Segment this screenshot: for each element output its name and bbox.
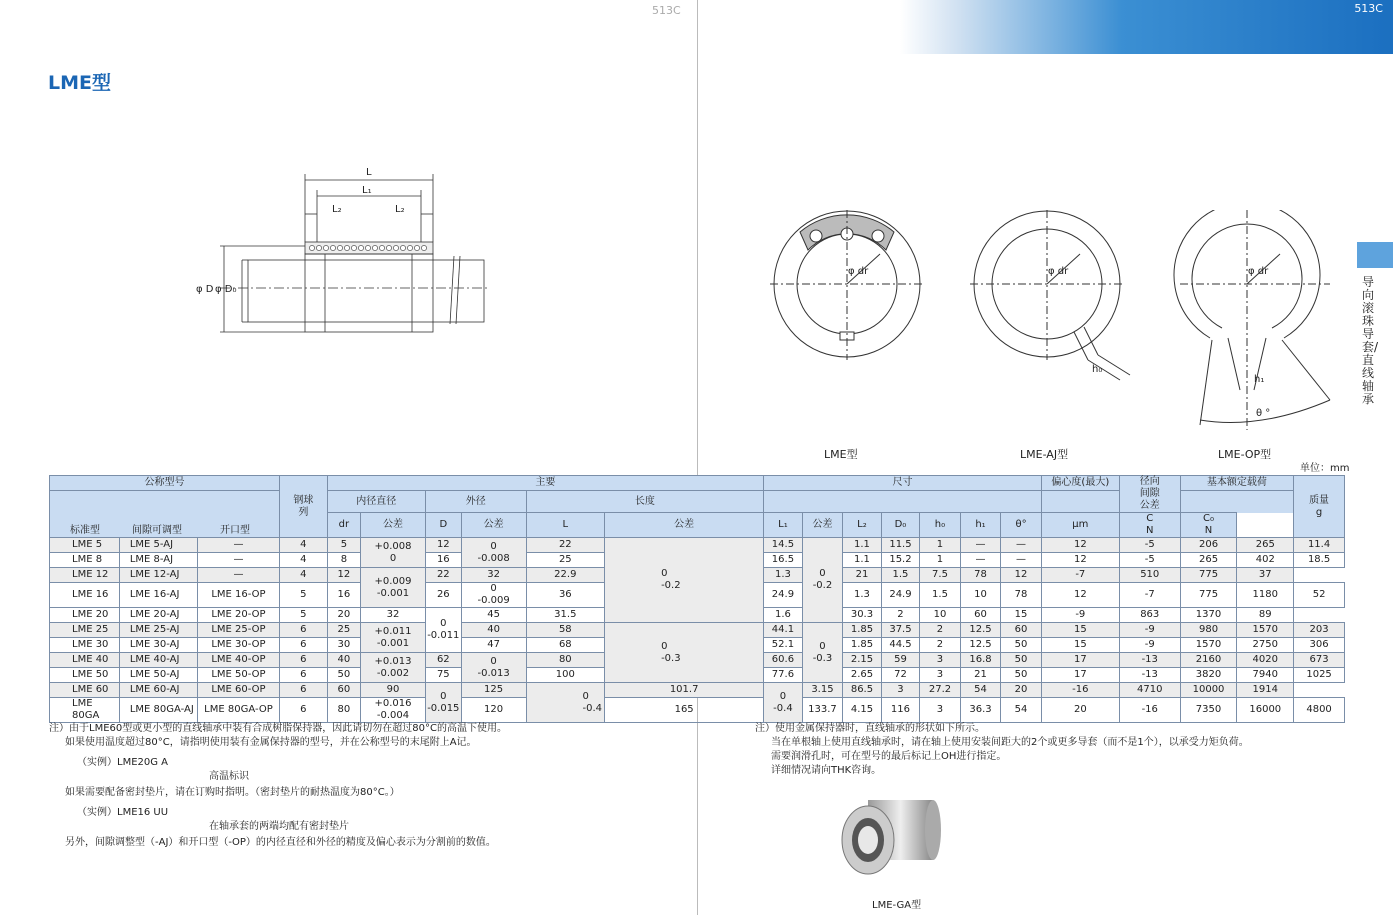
cell-L: 68 bbox=[526, 638, 605, 653]
cell-col-11: 10 bbox=[920, 608, 961, 623]
cell-col-8: 3.15 bbox=[802, 683, 843, 698]
cell-tol-D: 0 -0.009 bbox=[461, 583, 526, 608]
cell-tol-dr: +0.011 -0.001 bbox=[361, 623, 426, 653]
label-dr-aj: φ dr bbox=[1048, 266, 1069, 277]
cell-col-9: 116 bbox=[881, 698, 920, 723]
cell-col-13: 17 bbox=[1041, 668, 1119, 683]
cell-L: 45 bbox=[461, 608, 526, 623]
cell-L1: 44.1 bbox=[764, 623, 803, 638]
cell-aj: LME 12-AJ bbox=[119, 568, 197, 583]
cell-balls: 6 bbox=[280, 698, 328, 723]
cell-col-15: 863 bbox=[1119, 608, 1180, 623]
cell-col-9: 59 bbox=[881, 653, 920, 668]
cell-col-12: 54 bbox=[1001, 698, 1042, 723]
cell-aj: LME 40-AJ bbox=[119, 653, 197, 668]
cell-balls: 4 bbox=[280, 538, 328, 553]
cell-L1: 77.6 bbox=[764, 668, 803, 683]
col-header-L: L bbox=[526, 513, 605, 538]
cell-col-17: 673 bbox=[1294, 653, 1345, 668]
label-dr-lme: φ dr bbox=[848, 266, 869, 277]
cell-balls: 4 bbox=[280, 553, 328, 568]
cell-col-14: -16 bbox=[1041, 683, 1119, 698]
cell-col-15: 3820 bbox=[1180, 668, 1237, 683]
cell-col-11: 21 bbox=[960, 668, 1001, 683]
cell-col-13: 15 bbox=[1001, 608, 1042, 623]
cell-col-12: — bbox=[1001, 553, 1042, 568]
cell-col-8: 1.85 bbox=[843, 623, 882, 638]
cell-tol-dr: +0.008 0 bbox=[361, 538, 426, 568]
hdr-dims-blank bbox=[764, 491, 1042, 513]
cell-aj: LME 80GA-AJ bbox=[119, 698, 197, 723]
cell-D: 16 bbox=[425, 553, 461, 568]
cell-dr: 5 bbox=[327, 538, 360, 553]
cell-col-13: 12 bbox=[1041, 583, 1119, 608]
cell-balls: 4 bbox=[280, 568, 328, 583]
note-line: 当在单根轴上使用直线轴承时，请在轴上使用安装间距大的2个或更多导套（而不是1个），以承受力矩负荷。 bbox=[771, 737, 1249, 748]
cell-dr: 16 bbox=[327, 583, 360, 608]
cell-std: LME 5 bbox=[50, 538, 120, 553]
cell-balls: 5 bbox=[280, 583, 328, 608]
cell-dr: 12 bbox=[327, 568, 360, 583]
cell-aj: LME 60-AJ bbox=[119, 683, 197, 698]
cell-col-17: 203 bbox=[1294, 623, 1345, 638]
cell-L: 32 bbox=[461, 568, 526, 583]
cell-dr: 80 bbox=[327, 698, 360, 723]
section-tab bbox=[1357, 242, 1393, 268]
cell-col-12: 54 bbox=[960, 683, 1001, 698]
cell-L1: 31.5 bbox=[526, 608, 605, 623]
col-header-ecc-unit: μm bbox=[1041, 513, 1119, 538]
cell-col-8: 1.1 bbox=[843, 538, 882, 553]
cell-tol-L: 0 -0.2 bbox=[605, 538, 764, 623]
cell-col-17: 1025 bbox=[1294, 668, 1345, 683]
cell-col-16: 402 bbox=[1237, 553, 1294, 568]
cell-balls: 6 bbox=[280, 683, 328, 698]
cell-col-13: 20 bbox=[1001, 683, 1042, 698]
note-line: 注）使用金属保持器时，直线轴承的形状如下所示。 bbox=[755, 723, 985, 734]
table-row bbox=[50, 698, 1345, 723]
lme-ga-product-image bbox=[838, 790, 948, 890]
cell-L: 125 bbox=[461, 683, 526, 698]
cell-col-14: -9 bbox=[1041, 608, 1119, 623]
cell-tol-dr: +0.009 -0.001 bbox=[361, 568, 426, 608]
model-col-headers bbox=[50, 491, 280, 538]
cell-tol-D: 0 -0.015 bbox=[425, 683, 461, 723]
cell-op: — bbox=[197, 538, 279, 553]
cell-std: LME 20 bbox=[50, 608, 120, 623]
cell-op: LME 16-OP bbox=[197, 583, 279, 608]
cell-col-16: 1180 bbox=[1237, 583, 1294, 608]
dim-phiD0: φ D₀ bbox=[215, 284, 237, 295]
cell-D: 120 bbox=[461, 698, 526, 723]
cell-col-10: 1.5 bbox=[881, 568, 920, 583]
cell-col-17: 37 bbox=[1237, 568, 1294, 583]
cell-col-14: -5 bbox=[1119, 538, 1180, 553]
cell-D: 62 bbox=[425, 653, 461, 668]
cell-op: LME 25-OP bbox=[197, 623, 279, 638]
label-h1: h₁ bbox=[1254, 374, 1265, 385]
hdr-ecc-blank bbox=[1041, 491, 1119, 513]
hdr-main: 主要 bbox=[327, 476, 764, 491]
page-number-right: 513C bbox=[1354, 2, 1383, 15]
cell-col-12: 78 bbox=[960, 568, 1001, 583]
cell-L: 25 bbox=[526, 553, 605, 568]
cell-col-14: -13 bbox=[1119, 653, 1180, 668]
cell-L: 165 bbox=[605, 698, 764, 723]
spec-table-body bbox=[50, 538, 1345, 723]
cell-op: LME 50-OP bbox=[197, 668, 279, 683]
cell-col-13: 12 bbox=[1001, 568, 1042, 583]
cell-col-16: 775 bbox=[1180, 568, 1237, 583]
cell-L1: 16.5 bbox=[764, 553, 803, 568]
cell-dr: 8 bbox=[327, 553, 360, 568]
cell-col-10: 1 bbox=[920, 553, 961, 568]
cell-col-16: 2750 bbox=[1237, 638, 1294, 653]
cell-col-15: 510 bbox=[1119, 568, 1180, 583]
cell-col-16: 1370 bbox=[1180, 608, 1237, 623]
cell-col-13: 20 bbox=[1041, 698, 1119, 723]
col-header-tol-D: 公差 bbox=[461, 513, 526, 538]
cell-col-15: 7350 bbox=[1180, 698, 1237, 723]
caption-lme-op: LME-OP型 bbox=[1218, 448, 1272, 461]
caption-lme: LME型 bbox=[824, 448, 858, 461]
cell-col-10: 1 bbox=[920, 538, 961, 553]
cell-dr: 30 bbox=[327, 638, 360, 653]
cell-col-14: -5 bbox=[1119, 553, 1180, 568]
cell-std: LME 16 bbox=[50, 583, 120, 608]
cell-col-15: 4710 bbox=[1119, 683, 1180, 698]
cell-col-9: 72 bbox=[881, 668, 920, 683]
cell-col-14: -7 bbox=[1119, 583, 1180, 608]
cell-col-15: 265 bbox=[1180, 553, 1237, 568]
note-example-label: 在轴承套的两端均配有密封垫片 bbox=[209, 821, 349, 832]
cell-std: LME 80GA bbox=[50, 698, 120, 723]
cell-col-12: 60 bbox=[960, 608, 1001, 623]
col-header-op: 开口型 bbox=[220, 525, 250, 536]
cell-col-10: 1.5 bbox=[920, 583, 961, 608]
label-h0: h₀ bbox=[1092, 364, 1103, 375]
label-theta: θ ° bbox=[1256, 408, 1271, 419]
cell-col-9: 15.2 bbox=[881, 553, 920, 568]
col-header-tol-dr: 公差 bbox=[361, 513, 426, 538]
cell-col-12: 50 bbox=[1001, 638, 1042, 653]
cell-std: LME 12 bbox=[50, 568, 120, 583]
cross-section-drawings bbox=[770, 210, 1350, 435]
cell-col-12: 50 bbox=[1001, 653, 1042, 668]
hdr-ecc: 偏心度(最大) bbox=[1041, 476, 1119, 491]
cell-dr: 25 bbox=[327, 623, 360, 638]
note-line: 另外，间隙调整型（-AJ）和开口型（-OP）的内径直径和外径的精度及偏心表示为分割前的数值。 bbox=[65, 837, 496, 848]
cell-col-14: -7 bbox=[1041, 568, 1119, 583]
spec-table bbox=[49, 475, 1345, 723]
col-header-C0: C₀ N bbox=[1180, 513, 1237, 538]
col-header-L1: L₁ bbox=[764, 513, 803, 538]
cell-D: 12 bbox=[425, 538, 461, 553]
cell-L1: 133.7 bbox=[802, 698, 843, 723]
col-header-D: D bbox=[425, 513, 461, 538]
cell-L1: 24.9 bbox=[764, 583, 803, 608]
cell-col-16: 10000 bbox=[1180, 683, 1237, 698]
cell-tol-dr: +0.013 -0.002 bbox=[361, 653, 426, 683]
cell-col-16: 7940 bbox=[1237, 668, 1294, 683]
cell-tol-D: 0 -0.013 bbox=[461, 653, 526, 683]
col-header-h0: h₀ bbox=[920, 513, 961, 538]
page-fold bbox=[697, 0, 698, 915]
note-line: 注）由于LME60型或更小型的直线轴承中装有合成树脂保持器，因此请切勿在超过80°C的高温下使用。 bbox=[49, 723, 507, 734]
cell-tol-L1: 0 -0.3 bbox=[802, 623, 843, 683]
cell-op: LME 60-OP bbox=[197, 683, 279, 698]
cell-col-14: -13 bbox=[1119, 668, 1180, 683]
cell-col-17: 1914 bbox=[1237, 683, 1294, 698]
unit-label: 单位：mm bbox=[1300, 463, 1350, 474]
cell-L1: 52.1 bbox=[764, 638, 803, 653]
cell-col-17: 306 bbox=[1294, 638, 1345, 653]
col-header-aj: 间隙可调型 bbox=[132, 525, 182, 536]
cell-aj: LME 25-AJ bbox=[119, 623, 197, 638]
cell-col-14: -9 bbox=[1119, 623, 1180, 638]
cell-op: — bbox=[197, 553, 279, 568]
cell-col-15: 206 bbox=[1180, 538, 1237, 553]
cell-col-11: 12.5 bbox=[960, 638, 1001, 653]
cell-col-10: 3 bbox=[881, 683, 920, 698]
col-header-tol-L: 公差 bbox=[605, 513, 764, 538]
cell-L: 58 bbox=[526, 623, 605, 638]
cell-tol-L1: 0 -0.4 bbox=[764, 683, 803, 723]
cell-col-10: 3 bbox=[920, 698, 961, 723]
note-line: 如果使用温度超过80°C，请指明使用装有金属保持器的型号，并在公称型号的末尾附上A记。 bbox=[65, 737, 477, 748]
cell-col-13: 12 bbox=[1041, 553, 1119, 568]
note-example-label: 高温标识 bbox=[209, 771, 249, 782]
cell-balls: 5 bbox=[280, 608, 328, 623]
cell-col-12: 78 bbox=[1001, 583, 1042, 608]
cell-col-14: -16 bbox=[1119, 698, 1180, 723]
cell-op: — bbox=[197, 568, 279, 583]
hdr-clear: 径向 间隙 公差 bbox=[1119, 476, 1180, 513]
cell-std: LME 50 bbox=[50, 668, 120, 683]
cell-col-15: 2160 bbox=[1180, 653, 1237, 668]
cell-col-9: 24.9 bbox=[881, 583, 920, 608]
cell-col-12: 60 bbox=[1001, 623, 1042, 638]
cell-dr: 20 bbox=[327, 608, 360, 623]
col-header-tol-L1: 公差 bbox=[802, 513, 843, 538]
cell-balls: 6 bbox=[280, 668, 328, 683]
cell-col-15: 1570 bbox=[1180, 638, 1237, 653]
cell-aj: LME 16-AJ bbox=[119, 583, 197, 608]
cell-L1: 60.6 bbox=[764, 653, 803, 668]
hdr-inner: 内径直径 bbox=[327, 491, 425, 513]
cell-col-16: 265 bbox=[1237, 538, 1294, 553]
col-header-D0: D₀ bbox=[881, 513, 920, 538]
cell-op: LME 30-OP bbox=[197, 638, 279, 653]
hdr-mass: 质量 g bbox=[1294, 476, 1345, 538]
cell-D: 47 bbox=[461, 638, 526, 653]
cell-aj: LME 8-AJ bbox=[119, 553, 197, 568]
cell-col-17: 18.5 bbox=[1294, 553, 1345, 568]
hdr-balls: 钢球 列 bbox=[280, 476, 328, 538]
col-header-h1: h₁ bbox=[960, 513, 1001, 538]
cell-D: 26 bbox=[425, 583, 461, 608]
note-example: （实例）LME20G A bbox=[77, 757, 169, 768]
cell-op: LME 80GA-OP bbox=[197, 698, 279, 723]
cell-col-16: 4020 bbox=[1237, 653, 1294, 668]
note-line: 需要润滑孔时，可在型号的最后标记上OH进行指定。 bbox=[771, 751, 1007, 762]
cell-tol-dr: +0.016 -0.004 bbox=[361, 698, 426, 723]
col-header-L2: L₂ bbox=[843, 513, 882, 538]
cell-L1: 14.5 bbox=[764, 538, 803, 553]
cell-col-11: 27.2 bbox=[920, 683, 961, 698]
caption-lme-ga: LME-GA型 bbox=[872, 900, 922, 911]
dim-phiD: φ D bbox=[196, 284, 214, 295]
cell-col-13: 15 bbox=[1041, 623, 1119, 638]
header-banner bbox=[900, 0, 1393, 54]
cell-std: LME 30 bbox=[50, 638, 120, 653]
cell-col-16: 1570 bbox=[1237, 623, 1294, 638]
dim-L1: L₁ bbox=[362, 185, 372, 196]
dim-L: L bbox=[366, 167, 372, 178]
cell-L1: 22.9 bbox=[526, 568, 605, 583]
cell-std: LME 60 bbox=[50, 683, 120, 698]
cell-D: 40 bbox=[461, 623, 526, 638]
cell-col-8: 1.6 bbox=[764, 608, 803, 623]
hdr-model: 公称型号 bbox=[50, 476, 280, 491]
cell-dr: 40 bbox=[327, 653, 360, 668]
cell-col-11: 7.5 bbox=[920, 568, 961, 583]
cell-balls: 6 bbox=[280, 653, 328, 668]
cell-col-9: 11.5 bbox=[881, 538, 920, 553]
cell-aj: LME 20-AJ bbox=[119, 608, 197, 623]
cell-L: 36 bbox=[526, 583, 605, 608]
cell-std: LME 40 bbox=[50, 653, 120, 668]
cell-aj: LME 5-AJ bbox=[119, 538, 197, 553]
cell-col-8: 1.3 bbox=[843, 583, 882, 608]
cell-balls: 6 bbox=[280, 623, 328, 638]
cell-tol-L: 0 -0.3 bbox=[605, 623, 764, 683]
label-dr-op: φ dr bbox=[1248, 266, 1269, 277]
col-header-std: 标准型 bbox=[70, 525, 100, 536]
cell-col-13: 12 bbox=[1041, 538, 1119, 553]
cell-col-9: 21 bbox=[843, 568, 882, 583]
cell-col-16: 16000 bbox=[1237, 698, 1294, 723]
side-view-drawing bbox=[190, 162, 500, 342]
page-title: LME型 bbox=[48, 72, 111, 94]
notes-left bbox=[49, 722, 689, 850]
cell-col-12: 50 bbox=[1001, 668, 1042, 683]
cell-std: LME 8 bbox=[50, 553, 120, 568]
cell-L: 80 bbox=[526, 653, 605, 668]
hdr-outer: 外径 bbox=[425, 491, 526, 513]
cell-D: 90 bbox=[361, 683, 426, 698]
cell-col-8: 4.15 bbox=[843, 698, 882, 723]
cell-col-9: 30.3 bbox=[843, 608, 882, 623]
cell-tol-L: 0 -0.4 bbox=[526, 683, 605, 723]
cell-col-13: 15 bbox=[1041, 638, 1119, 653]
cell-col-10: 2 bbox=[920, 623, 961, 638]
page-number-left: 513C bbox=[652, 4, 681, 17]
table-row bbox=[50, 623, 1345, 638]
dim-L2-right: L₂ bbox=[395, 204, 405, 215]
cell-col-8: 1.3 bbox=[764, 568, 803, 583]
dim-L2-left: L₂ bbox=[332, 204, 342, 215]
cell-col-11: 36.3 bbox=[960, 698, 1001, 723]
cell-col-13: 17 bbox=[1041, 653, 1119, 668]
hdr-load: 基本额定载荷 bbox=[1180, 476, 1294, 491]
cell-col-17: 89 bbox=[1237, 608, 1294, 623]
note-line: 如果需要配备密封垫片，请在订购时指明。（密封垫片的耐热温度为80°C。） bbox=[65, 787, 400, 798]
col-header-dr: dr bbox=[327, 513, 360, 538]
cell-col-10: 3 bbox=[920, 668, 961, 683]
cell-col-11: 10 bbox=[960, 583, 1001, 608]
hdr-dims: 尺寸 bbox=[764, 476, 1042, 491]
cell-col-9: 44.5 bbox=[881, 638, 920, 653]
cell-col-17: 52 bbox=[1294, 583, 1345, 608]
cell-col-14: -9 bbox=[1119, 638, 1180, 653]
cell-col-17: 4800 bbox=[1294, 698, 1345, 723]
section-label: 导向滚珠导套/直线轴承 bbox=[1362, 275, 1379, 406]
cell-D: 32 bbox=[361, 608, 426, 623]
hdr-length: 长度 bbox=[526, 491, 764, 513]
cell-tol-D: 0 -0.011 bbox=[425, 608, 461, 653]
cell-col-11: 12.5 bbox=[960, 623, 1001, 638]
cell-col-9: 86.5 bbox=[843, 683, 882, 698]
cell-col-10: 3 bbox=[920, 653, 961, 668]
caption-lme-aj: LME-AJ型 bbox=[1020, 448, 1069, 461]
cell-col-8: 2.15 bbox=[843, 653, 882, 668]
cell-col-11: 16.8 bbox=[960, 653, 1001, 668]
notes-right bbox=[755, 722, 1355, 778]
hdr-load-blank bbox=[1180, 491, 1294, 513]
cell-balls: 6 bbox=[280, 638, 328, 653]
cell-tol-D: 0 -0.008 bbox=[461, 538, 526, 568]
cell-dr: 60 bbox=[327, 683, 360, 698]
cell-col-8: 1.1 bbox=[843, 553, 882, 568]
cell-op: LME 20-OP bbox=[197, 608, 279, 623]
cell-std: LME 25 bbox=[50, 623, 120, 638]
cell-col-10: 2 bbox=[920, 638, 961, 653]
cell-tol-L1: 0 -0.2 bbox=[802, 538, 843, 623]
cell-aj: LME 50-AJ bbox=[119, 668, 197, 683]
cell-col-12: — bbox=[1001, 538, 1042, 553]
cell-col-9: 37.5 bbox=[881, 623, 920, 638]
cell-col-8: 2.65 bbox=[843, 668, 882, 683]
cell-L: 22 bbox=[526, 538, 605, 553]
col-header-C: C N bbox=[1119, 513, 1180, 538]
cell-L1: 101.7 bbox=[605, 683, 764, 698]
table-row bbox=[50, 538, 1345, 553]
cell-D: 75 bbox=[425, 668, 461, 683]
cell-col-15: 980 bbox=[1180, 623, 1237, 638]
cell-col-11: — bbox=[960, 553, 1001, 568]
note-line: 详细情况请向THK咨询。 bbox=[771, 765, 882, 776]
cell-col-15: 775 bbox=[1180, 583, 1237, 608]
table-row bbox=[50, 683, 1345, 698]
cell-col-8: 1.85 bbox=[843, 638, 882, 653]
cell-col-11: — bbox=[960, 538, 1001, 553]
note-example: （实例）LME16 UU bbox=[77, 807, 169, 818]
cell-col-10: 2 bbox=[881, 608, 920, 623]
cell-L: 100 bbox=[526, 668, 605, 683]
cell-col-17: 11.4 bbox=[1294, 538, 1345, 553]
cell-dr: 50 bbox=[327, 668, 360, 683]
cell-aj: LME 30-AJ bbox=[119, 638, 197, 653]
col-header-theta: θ° bbox=[1001, 513, 1042, 538]
cell-D: 22 bbox=[425, 568, 461, 583]
cell-op: LME 40-OP bbox=[197, 653, 279, 668]
